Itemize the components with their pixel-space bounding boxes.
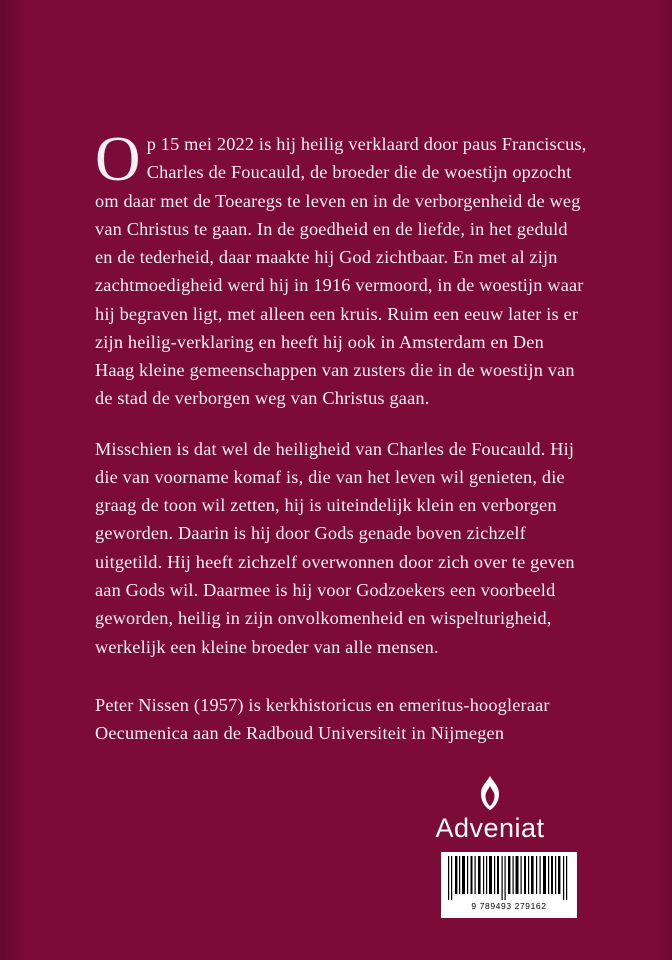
publisher-name: Adveniat	[435, 813, 545, 843]
barcode-icon	[447, 856, 571, 900]
spine-shadow	[0, 0, 26, 960]
flame-icon	[473, 775, 507, 811]
author-bio: Peter Nissen (1957) is kerkhistoricus en emeritus-hoogleraar Oecumenica aan de Radboud Universiteit in Nijmegen	[95, 694, 550, 744]
edge-shadow	[654, 0, 672, 960]
barcode-digits: 9 789493 279162	[471, 901, 547, 911]
blurb-text-block	[95, 124, 587, 747]
blurb-paragraph-2: Misschien is dat wel de heiligheid van Charles de Foucauld. Hij die van voorname komaf is, die van het leven wil genieten, die graag de toon wil zetten, hij is uiteindelijk klein en verborgen geworden. Daarin is hij door Gods genade boven zichzelf uitgetild. Hij heeft zichzelf overwonnen door zich over te geven aan Gods wil. Daarmee is hij voor Godzoekers een voorbeeld geworden, heilig in zijn onvolkomenheid en wispelturigheid, werkelijk een kleine broeder van alle mensen.	[95, 438, 575, 657]
barcode	[441, 852, 577, 918]
publisher-logo	[400, 775, 580, 842]
blurb-paragraph-1	[95, 124, 587, 413]
drop-cap: O	[95, 124, 141, 194]
blurb-paragraph-1-text: p 15 mei 2022 is hij heilig verklaard door paus Franciscus, Charles de Foucauld, de broeder die de woestijn opzocht om daar met de Toearegs te leven en in de verborgenheid de weg van Christus te gaan. In de goedheid en de liefde, in het geduld en de tederheid, daar maakte hij God zichtbaar. En met al zijn zachtmoedigheid werd hij in 1916 vermoord, in de woestijn waar hij begraven ligt, met alleen een kruis. Ruim een eeuw later is er zijn heilig-verklaring en heeft hij ook in Amsterdam en Den Haag kleine gemeenschappen van zusters die in de woestijn van de stad de verborgen weg van Christus gaan.	[95, 134, 587, 409]
